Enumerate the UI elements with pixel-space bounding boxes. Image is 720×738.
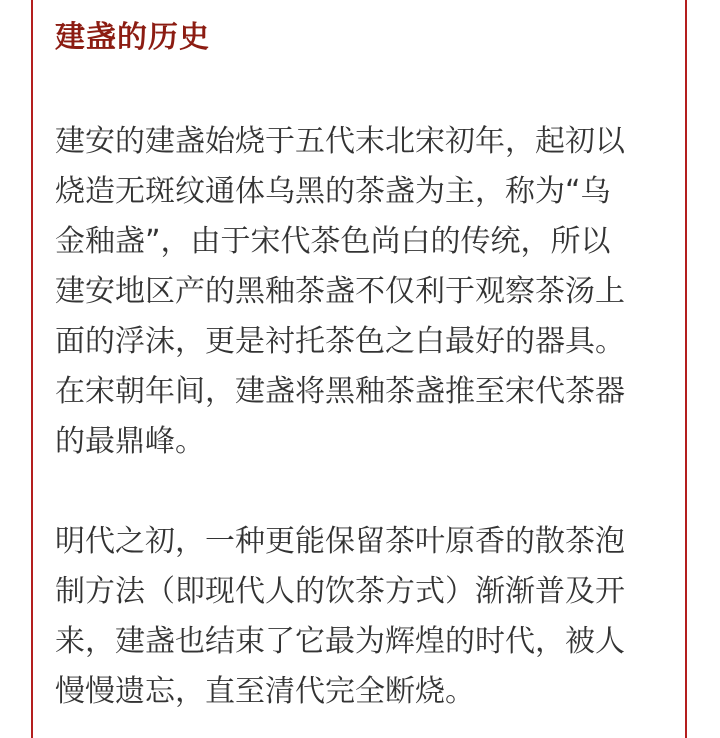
article-paragraph (55, 517, 675, 717)
paragraph-line: 烧造无斑纹通体乌黑的茶盏为主，称为“乌 (55, 174, 611, 209)
paragraph-line: 的最鼎峰。 (55, 424, 205, 459)
paragraph-line: 面的浮沫，更是衬托茶色之白最好的器具。 (55, 324, 625, 359)
article-title: 建盏的历史 (55, 20, 210, 55)
paragraph-line: 建安地区产的黑釉茶盏不仅利于观察茶汤上 (55, 274, 625, 309)
paragraph-line: 在宋朝年间，建盏将黑釉茶盏推至宋代茶器 (55, 374, 625, 409)
paragraph-line: 明代之初，一种更能保留茶叶原香的散茶泡 (55, 524, 625, 559)
paragraph-line: 金釉盏”，由于宋代茶色尚白的传统，所以 (55, 224, 611, 259)
article-card (31, 0, 687, 738)
paragraph-line: 慢慢遗忘，直至清代完全断烧。 (55, 674, 475, 709)
paragraph-line: 制方法（即现代人的饮茶方式）渐渐普及开 (55, 574, 625, 609)
paragraph-line: 建安的建盏始烧于五代末北宋初年，起初以 (55, 124, 625, 159)
paragraph-line: 来，建盏也结束了它最为辉煌的时代，被人 (55, 624, 625, 659)
article-paragraph (55, 117, 675, 467)
